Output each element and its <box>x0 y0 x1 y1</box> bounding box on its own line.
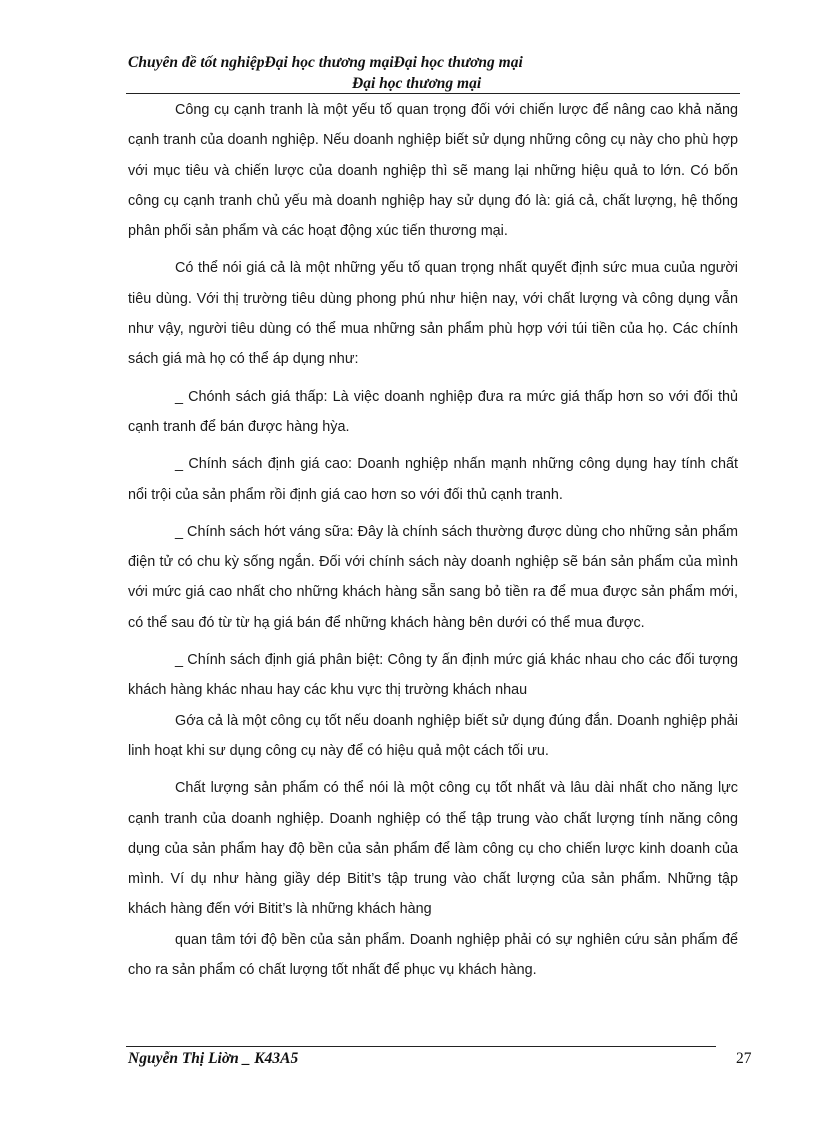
paragraph-high-price-policy: _ Chính sách định giá cao: Doanh nghiệp nhấn mạnh những công dụng hay tính chất nổi trội của sản phẩm rồi định giá cao hơn so với đối thủ cạnh tranh. <box>128 456 738 503</box>
header-title-line-2: Đại học thương mại <box>352 75 482 92</box>
paragraph-price-conclusion: Gớa cả là một công cụ tốt nếu doanh nghiệp biết sử dụng đúng đắn. Doanh nghiệp phải linh hoạt khi sư dụng công cụ này để có hiệu quả một cách tối ưu. <box>128 712 738 759</box>
page-number: 27 <box>736 1050 752 1067</box>
paragraph-quality: Chất lượng sản phẩm có thể nói là một công cụ tốt nhất và lâu dài nhất cho năng lực cạnh tranh của doanh nghiệp. Doanh nghiệp có thể tập trung vào chất lượng tính năng công dụng của sản phẩm hay độ bền của sản phẩm để làm công cụ cho chiến lược kinh doanh của mình. Ví dụ như hàng giầy dép Bitit’s tập trung vào chất lượng của sản phẩm. Những tập khách hàng đến với Bitit’s là những khách hàng <box>128 780 738 918</box>
document-body <box>128 95 738 992</box>
header-divider <box>126 93 740 94</box>
paragraph-price: Có thể nói giá cả là một những yếu tố quan trọng nhất quyết định sức mua cuủa người tiêu dùng. Với thị trường tiêu dùng phong phú như hiện nay, với chất lượng và công dụng vẫn như vậy, người tiêu dùng có thể mua những sản phẩm phù hợp với túi tiền của họ. Các chính sách giá mà họ có thể áp dụng như: <box>128 260 738 368</box>
paragraph-quality-continued: quan tâm tới độ bền của sản phẩm. Doanh nghiệp phải có sự nghiên cứu sản phẩm để cho ra sản phẩm có chất lượng tốt nhất để phục vụ khách hàng. <box>128 931 738 979</box>
header-title-line-1: Chuyên đề tốt nghiệpĐại học thương mạiĐại học thương mại <box>128 54 523 71</box>
paragraph-competitive-tools: Công cụ cạnh tranh là một yếu tố quan trọng đối với chiến lược để nâng cao khả năng cạnh tranh của doanh nghiệp. Nếu doanh nghiệp biết sử dụng những công cụ này cho phù hợp với mục tiêu và chiến lược của doanh nghiệp thì sẽ mang lại những hiệu quả to lớn. Có bốn công cụ cạnh tranh chủ yếu mà doanh nghiệp hay sử dụng đó là: giá cả, chất lượng, hệ thống phân phối sản phẩm và các hoạt động xúc tiến thương mại. <box>128 102 738 240</box>
footer-author: Nguyễn Thị Liờn _ K43A5 <box>128 1050 299 1067</box>
paragraph-low-price-policy: _ Chónh sách giá thấp: Là việc doanh nghiệp đưa ra mức giá thấp hơn so với đối thủ cạnh tranh để bán được hàng hỳa. <box>128 388 738 435</box>
page-header <box>128 52 740 94</box>
paragraph-discrimination-policy: _ Chính sách định giá phân biệt: Công ty ấn định mức giá khác nhau cho các đối tượng khách hàng khác nhau hay các khu vực thị trường khách nhau <box>128 652 738 699</box>
footer-divider <box>126 1046 716 1047</box>
paragraph-skimming-policy: _ Chính sách hớt váng sữa: Đây là chính sách thường được dùng cho những sản phẩm điện tử có chu kỳ sống ngắn. Đối với chính sách này doanh nghiệp sẽ bán sản phẩm của mình với mức giá cao nhất cho những khách hàng sẵn sang bỏ tiền ra để mua được sản phẩm mới, có thể sau đó từ từ hạ giá bán để những khách hàng bên dưới có thể mua được. <box>128 523 738 631</box>
